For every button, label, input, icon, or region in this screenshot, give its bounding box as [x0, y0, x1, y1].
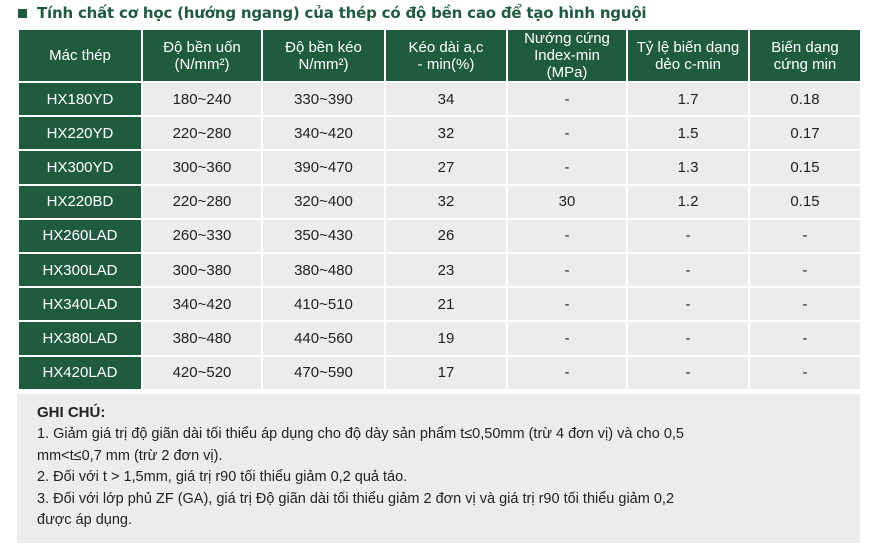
table-cell: 350~430	[262, 219, 385, 253]
table-row	[18, 185, 861, 219]
table-cell: 27	[385, 150, 507, 184]
table-cell: 470~590	[262, 356, 385, 390]
table-cell: 380~480	[262, 253, 385, 287]
table-row	[18, 219, 861, 253]
note-line: 2. Đối với t > 1,5mm, giá trị r90 tối thiểu giảm 0,2 quả táo.	[37, 469, 408, 485]
steel-grade-cell: HX220YD	[18, 116, 142, 150]
table-row	[18, 321, 861, 355]
table-cell: -	[627, 356, 749, 390]
column-header: Biến dạng cứng min	[749, 29, 861, 82]
table-cell: 330~390	[262, 82, 385, 116]
table-cell: 440~560	[262, 321, 385, 355]
table-cell: -	[627, 321, 749, 355]
table-cell: 300~360	[142, 150, 262, 184]
table-row	[18, 150, 861, 184]
notes-box	[17, 394, 860, 543]
table-cell: 32	[385, 116, 507, 150]
table-cell: 23	[385, 253, 507, 287]
notes-lines	[37, 424, 840, 532]
table-cell: -	[507, 116, 627, 150]
table-cell: 380~480	[142, 321, 262, 355]
table-cell: 1.3	[627, 150, 749, 184]
column-header: Mác thép	[18, 29, 142, 82]
section-title	[18, 3, 646, 23]
table-cell: -	[627, 253, 749, 287]
table-cell: -	[507, 150, 627, 184]
table-cell: 410~510	[262, 287, 385, 321]
table-cell: 32	[385, 185, 507, 219]
steel-grade-cell: HX220BD	[18, 185, 142, 219]
note-line: 1. Giảm giá trị độ giãn dài tối thiểu áp dụng cho độ dày sản phẩm t≤0,50mm (trừ 4 đơn vị) và cho 0,5	[37, 426, 684, 442]
table-cell: 0.18	[749, 82, 861, 116]
table-row	[18, 82, 861, 116]
steel-grade-cell: HX420LAD	[18, 356, 142, 390]
notes-heading: GHI CHÚ:	[37, 404, 106, 421]
table-cell: 390~470	[262, 150, 385, 184]
bullet-square-icon	[18, 9, 27, 18]
column-header: Kéo dài a,c - min(%)	[385, 29, 507, 82]
table-cell: 17	[385, 356, 507, 390]
table-row	[18, 116, 861, 150]
steel-grade-cell: HX380LAD	[18, 321, 142, 355]
table-cell: 220~280	[142, 185, 262, 219]
table-cell: -	[507, 219, 627, 253]
table-cell: 420~520	[142, 356, 262, 390]
column-header: Nướng cứng Index-min (MPa)	[507, 29, 627, 82]
steel-grade-cell: HX300LAD	[18, 253, 142, 287]
steel-grade-cell: HX260LAD	[18, 219, 142, 253]
table-row	[18, 287, 861, 321]
table-cell: -	[507, 253, 627, 287]
table-cell: -	[749, 356, 861, 390]
note-line: mm<t≤0,7 mm (trừ 2 đơn vị).	[37, 447, 223, 464]
table-row	[18, 356, 861, 390]
table-header-row	[18, 29, 861, 82]
table-cell: 1.7	[627, 82, 749, 116]
table-cell: 1.5	[627, 116, 749, 150]
table-cell: 320~400	[262, 185, 385, 219]
column-header: Độ bền kéo N/mm²)	[262, 29, 385, 82]
table-cell: 0.15	[749, 185, 861, 219]
table-cell: -	[627, 219, 749, 253]
steel-grade-cell: HX180YD	[18, 82, 142, 116]
note-line: 3. Đối với lớp phủ ZF (GA), giá trị Độ giãn dài tối thiểu giảm 2 đơn vị và giá trị r90 tối thiểu giảm 0,2	[37, 490, 675, 507]
table-cell: 19	[385, 321, 507, 355]
table-cell: -	[507, 82, 627, 116]
column-header: Tỷ lệ biến dạng dẻo c-min	[627, 29, 749, 82]
table-cell: 0.17	[749, 116, 861, 150]
table-cell: -	[749, 287, 861, 321]
steel-grade-cell: HX300YD	[18, 150, 142, 184]
table-cell: 1.2	[627, 185, 749, 219]
table-cell: 180~240	[142, 82, 262, 116]
table-cell: 0.15	[749, 150, 861, 184]
table-row	[18, 253, 861, 287]
table-body	[18, 82, 861, 390]
table-cell: 21	[385, 287, 507, 321]
table-cell: -	[507, 321, 627, 355]
table-cell: 300~380	[142, 253, 262, 287]
steel-grade-cell: HX340LAD	[18, 287, 142, 321]
table-cell: -	[627, 287, 749, 321]
table-cell: -	[507, 287, 627, 321]
table-cell: 260~330	[142, 219, 262, 253]
table-cell: -	[749, 219, 861, 253]
title-text: Tính chất cơ học (hướng ngang) của thép có độ bền cao để tạo hình nguội	[37, 4, 647, 22]
table-cell: -	[507, 356, 627, 390]
table-cell: 26	[385, 219, 507, 253]
table-cell: 220~280	[142, 116, 262, 150]
table-cell: 30	[507, 185, 627, 219]
mechanical-properties-table	[17, 28, 862, 391]
table-cell: -	[749, 321, 861, 355]
table-cell: 34	[385, 82, 507, 116]
note-line: được áp dụng.	[37, 512, 133, 528]
table-cell: 340~420	[262, 116, 385, 150]
table-cell: 340~420	[142, 287, 262, 321]
column-header: Độ bền uốn (N/mm²)	[142, 29, 262, 82]
table-cell: -	[749, 253, 861, 287]
